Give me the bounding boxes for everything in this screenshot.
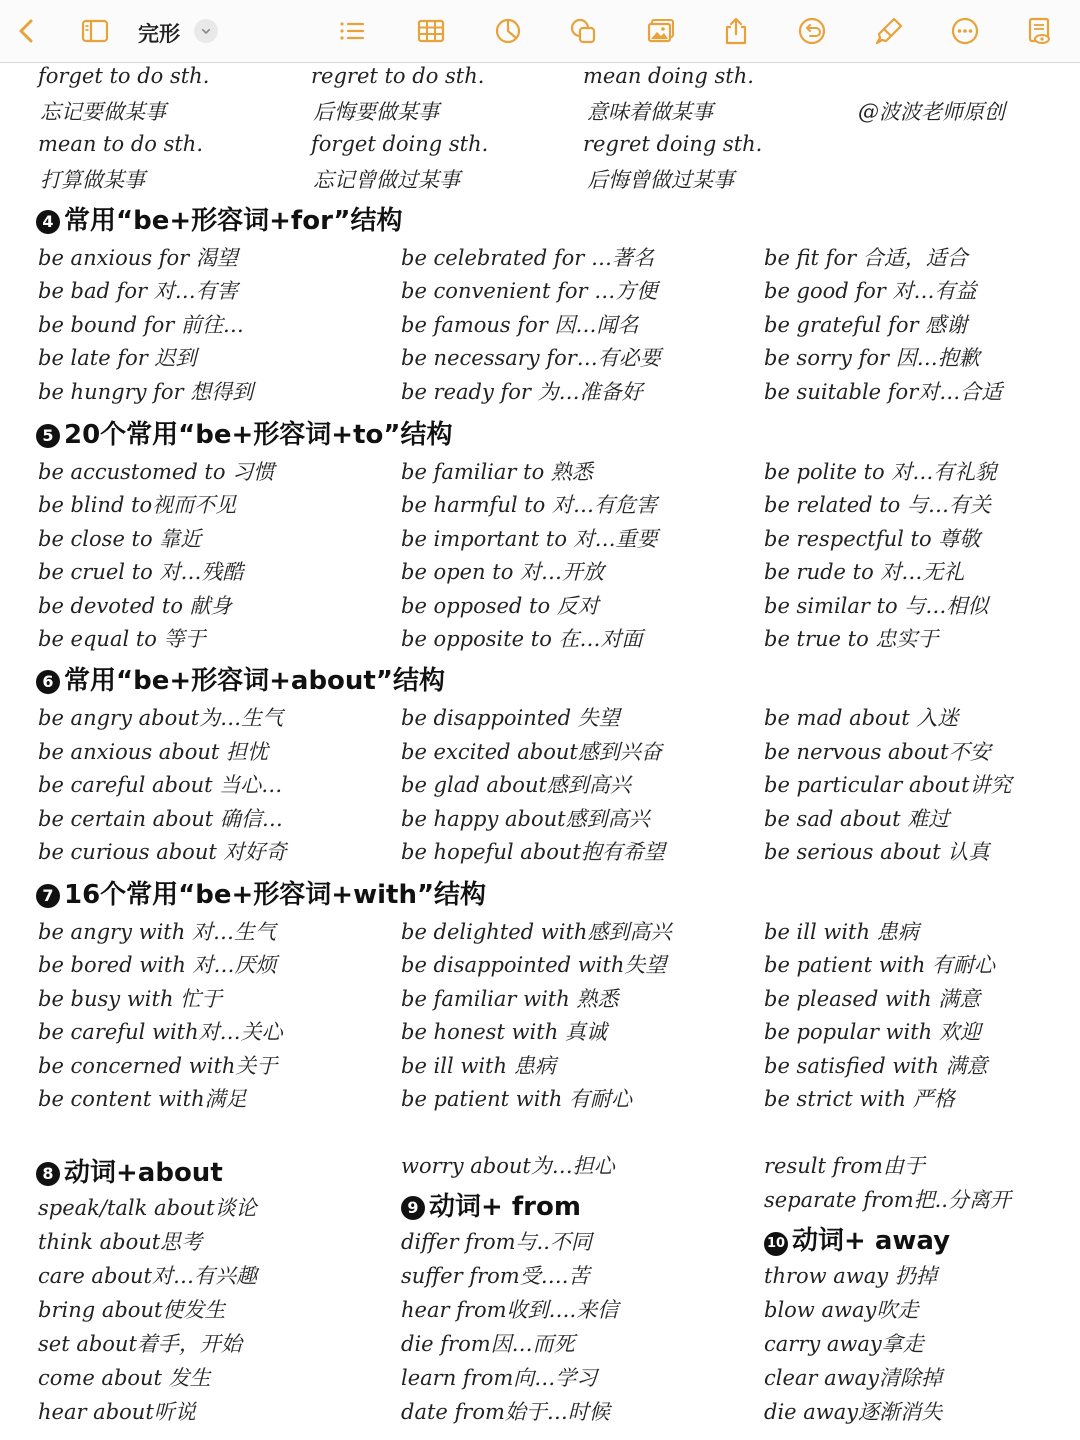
phrase-item: be cruel to 对…残酷: [38, 560, 244, 584]
phrase-item: be happy about感到高兴: [401, 807, 650, 831]
undo-button[interactable]: [793, 12, 831, 50]
phrase-item: be bored with 对…厌烦: [38, 953, 277, 977]
phrase-item: be sad about 难过: [764, 807, 950, 831]
ellipsis-icon: [950, 16, 980, 46]
phrase-item: be ill with 患病: [764, 920, 919, 944]
phrase-item: be disappointed with失望: [401, 953, 667, 977]
phrase-item: be excited about感到兴奋: [401, 740, 662, 764]
phrase-item: be rude to 对…无礼: [764, 560, 965, 584]
phrase-item: be open to 对…开放: [401, 560, 605, 584]
intro-phrase: mean doing sth.: [583, 64, 754, 88]
phrase-item: be familiar to 熟悉: [401, 460, 593, 484]
phrase-item: differ from与..不同: [401, 1230, 592, 1254]
phrase-item: be glad about感到高兴: [401, 773, 631, 797]
phrase-item: be ready for 为…准备好: [401, 380, 643, 404]
phrase-item: be sorry for 因…抱歉: [764, 346, 980, 370]
phrase-item: be anxious for 渴望: [38, 246, 238, 270]
phrase-item: be nervous about不安: [764, 740, 991, 764]
phrase-item: be mad about 入迷: [764, 706, 959, 730]
phrase-item: die from因…而死: [401, 1332, 575, 1356]
document-title[interactable]: 完形: [138, 22, 180, 46]
format-button[interactable]: [870, 12, 908, 50]
phrase-item: be pleased with 满意: [764, 987, 981, 1011]
section-title: 16个常用“be+形容词+with”结构: [64, 880, 487, 910]
chevron-down-icon: [198, 23, 214, 39]
phrase-item: speak/talk about谈论: [38, 1196, 257, 1220]
phrase-item: be familiar with 熟悉: [401, 987, 619, 1011]
phrase-item: set about着手，开始: [38, 1332, 242, 1356]
phrase-item: think about思考: [38, 1230, 203, 1254]
phrase-item: be careful about 当心…: [38, 773, 283, 797]
phrase-item: be hungry for 想得到: [38, 380, 254, 404]
toolbar: [0, 0, 1080, 63]
intro-phrase: forget to do sth.: [38, 64, 210, 88]
phrase-item: be famous for 因…闻名: [401, 313, 639, 337]
phrase-item: be grateful for 感谢: [764, 313, 968, 337]
phrase-item: suffer from受….苦: [401, 1264, 590, 1288]
section-number-badge: 5: [36, 424, 60, 448]
phrase-item: be polite to 对…有礼貌: [764, 460, 997, 484]
chart-button[interactable]: [489, 12, 527, 50]
phrase-item: be patient with 有耐心: [764, 953, 996, 977]
intro-meaning: 忘记曾做过某事: [313, 168, 460, 192]
intro-phrase: forget doing sth.: [311, 132, 489, 156]
phrase-item: be true to 忠实于: [764, 627, 939, 651]
phrase-item: be necessary for…有必要: [401, 346, 661, 370]
phrase-item: date from始于…时候: [401, 1400, 610, 1424]
phrase-item: be angry with 对…生气: [38, 920, 276, 944]
phrase-item: be certain about 确信…: [38, 807, 283, 831]
phrase-item: be strict with 严格: [764, 1087, 955, 1111]
phrase-item: blow away吹走: [764, 1298, 919, 1322]
phrase-item: be disappointed 失望: [401, 706, 620, 730]
phrase-item: be serious about 认真: [764, 840, 990, 864]
phrase-item: throw away 扔掉: [764, 1264, 937, 1288]
share-button[interactable]: [717, 12, 755, 50]
phrase-item: be important to 对…重要: [401, 527, 658, 551]
sidebar-icon: [80, 16, 110, 46]
chevron-left-icon: [12, 16, 42, 46]
table-button[interactable]: [412, 12, 450, 50]
image-icon: [646, 16, 676, 46]
phrase-item: be celebrated for …著名: [401, 246, 654, 270]
media-button[interactable]: [642, 12, 680, 50]
phrase-item: be opposite to 在…对面: [401, 627, 643, 651]
intro-meaning: 后悔要做某事: [313, 100, 439, 124]
phrase-item: be anxious about 担忧: [38, 740, 269, 764]
section-number-badge: 8: [36, 1162, 60, 1186]
phrase-item: clear away清除掉: [764, 1366, 943, 1390]
list-icon: [337, 16, 367, 46]
section-heading-5: [36, 414, 452, 451]
intro-meaning: 后悔曾做过某事: [587, 168, 734, 192]
section-number-badge: 7: [36, 884, 60, 908]
intro-phrase: regret to do sth.: [311, 64, 485, 88]
phrase-item: be content with满足: [38, 1087, 247, 1111]
section-number-badge: 4: [36, 210, 60, 234]
phrase-item: be popular with 欢迎: [764, 1020, 981, 1044]
reading-view-button[interactable]: [1020, 12, 1058, 50]
phrase-item: carry away拿走: [764, 1332, 924, 1356]
section-heading-8: [36, 1152, 223, 1189]
phrase-item: be hopeful about抱有希望: [401, 840, 665, 864]
phrase-item: be bound for 前往…: [38, 313, 244, 337]
phrase-item: be fit for 合适，适合: [764, 246, 968, 270]
title-menu-button[interactable]: [194, 19, 218, 43]
intro-meaning: 忘记要做某事: [40, 100, 166, 124]
phrase-item: be bad for 对…有害: [38, 279, 238, 303]
intro-meaning: 意味着做某事: [587, 100, 713, 124]
section-heading-4: [36, 200, 402, 237]
phrase-item: be suitable for对…合适: [764, 380, 1003, 404]
more-button[interactable]: [946, 12, 984, 50]
phrase-item: be angry about为…生气: [38, 706, 284, 730]
author-credit: @波波老师原创: [858, 100, 1005, 124]
phrase-item: be good for 对…有益: [764, 279, 977, 303]
section-heading-7: [36, 874, 486, 911]
intro-meaning: 打算做某事: [40, 168, 145, 192]
document-view-icon: [1024, 16, 1054, 46]
pie-chart-icon: [493, 16, 523, 46]
phrase-item: be ill with 患病: [401, 1054, 556, 1078]
list-button[interactable]: [333, 12, 371, 50]
document-body: [0, 62, 1080, 1440]
section-number-badge: 10: [764, 1232, 788, 1256]
phrase-item: be concerned with关于: [38, 1054, 278, 1078]
section-heading-9: [401, 1186, 581, 1223]
phrase-item: be satisfied with 满意: [764, 1054, 988, 1078]
phrase-item: be harmful to 对…有危害: [401, 493, 657, 517]
sidebar-toggle-button[interactable]: [76, 12, 114, 50]
undo-icon: [797, 16, 827, 46]
phrase-item: learn from向…学习: [401, 1366, 598, 1390]
phrase-item: be curious about 对好奇: [38, 840, 287, 864]
phrase-item: worry about为…担心: [401, 1154, 615, 1178]
phrase-item: hear about听说: [38, 1400, 196, 1424]
paintbrush-icon: [874, 16, 904, 46]
phrase-item: be particular about讲究: [764, 773, 1012, 797]
phrase-item: result from由于: [764, 1154, 925, 1178]
phrase-item: be patient with 有耐心: [401, 1087, 633, 1111]
section-title: 常用“be+形容词+about”结构: [64, 666, 445, 696]
phrase-item: hear from收到….来信: [401, 1298, 619, 1322]
section-number-badge: 9: [401, 1196, 425, 1220]
phrase-item: be delighted with感到高兴: [401, 920, 672, 944]
phrase-item: be convenient for …方便: [401, 279, 658, 303]
section-number-badge: 6: [36, 670, 60, 694]
phrase-item: be accustomed to 习惯: [38, 460, 275, 484]
share-icon: [721, 16, 751, 46]
phrase-item: be late for 迟到: [38, 346, 197, 370]
section-title: 动词+ from: [429, 1192, 581, 1222]
phrase-item: come about 发生: [38, 1366, 211, 1390]
shape-button[interactable]: [564, 12, 602, 50]
phrase-item: be close to 靠近: [38, 527, 202, 551]
phrase-item: be equal to 等于: [38, 627, 206, 651]
section-title: 20个常用“be+形容词+to”结构: [64, 420, 453, 450]
section-heading-6: [36, 660, 445, 697]
phrase-item: be devoted to 献身: [38, 594, 232, 618]
phrase-item: be similar to 与…相似: [764, 594, 989, 618]
intro-phrase: mean to do sth.: [38, 132, 203, 156]
phrase-item: separate from把..分离开: [764, 1188, 1011, 1212]
phrase-item: be opposed to 反对: [401, 594, 599, 618]
intro-phrase: regret doing sth.: [583, 132, 763, 156]
phrase-item: be blind to视而不见: [38, 493, 237, 517]
phrase-item: be respectful to 尊敬: [764, 527, 981, 551]
section-title: 常用“be+形容词+for”结构: [64, 206, 403, 236]
shapes-icon: [568, 16, 598, 46]
phrase-item: care about对…有兴趣: [38, 1264, 257, 1288]
section-title: 动词+ away: [792, 1226, 951, 1256]
table-icon: [416, 16, 446, 46]
phrase-item: be careful with对…关心: [38, 1020, 283, 1044]
phrase-item: be honest with 真诚: [401, 1020, 607, 1044]
section-heading-10: [764, 1220, 950, 1257]
phrase-item: be related to 与…有关: [764, 493, 991, 517]
phrase-item: die away逐渐消失: [764, 1400, 943, 1424]
phrase-item: bring about使发生: [38, 1298, 226, 1322]
section-title: 动词+about: [64, 1158, 223, 1188]
phrase-item: be busy with 忙于: [38, 987, 223, 1011]
back-button[interactable]: [8, 12, 46, 50]
